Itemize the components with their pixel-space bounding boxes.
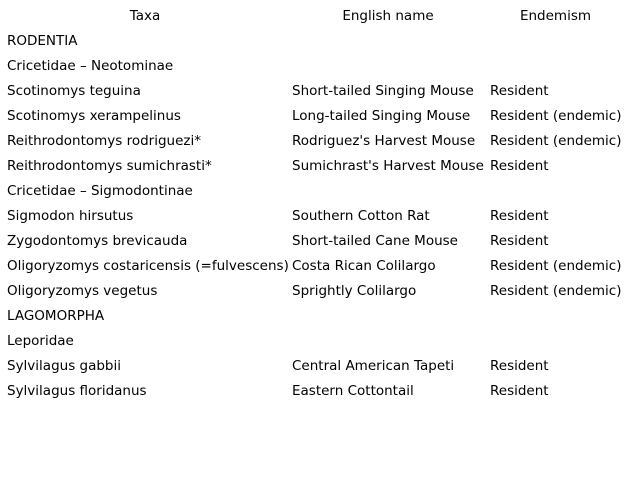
english-name: Eastern Cottontail bbox=[292, 383, 414, 399]
taxon-name: Sigmodon hirsutus bbox=[7, 208, 134, 224]
table-header bbox=[0, 4, 625, 29]
endemism-status: Resident (endemic) bbox=[490, 133, 622, 149]
taxon-name: Reithrodontomys sumichrasti* bbox=[7, 158, 212, 174]
english-name: Sprightly Colilargo bbox=[292, 283, 417, 299]
endemism-status: Resident (endemic) bbox=[490, 283, 622, 299]
taxon-name: Scotinomys xerampelinus bbox=[7, 108, 181, 124]
table-row bbox=[0, 354, 625, 379]
header-endemism: Endemism bbox=[519, 8, 592, 24]
table-row bbox=[0, 54, 625, 79]
endemism-status: Resident bbox=[490, 383, 549, 399]
taxon-name: LAGOMORPHA bbox=[7, 308, 105, 324]
english-name: Costa Rican Colilargo bbox=[292, 258, 436, 274]
taxon-name: Oligoryzomys vegetus bbox=[7, 283, 158, 299]
table-row bbox=[0, 379, 625, 404]
taxon-name: Reithrodontomys rodriguezi* bbox=[7, 133, 201, 149]
english-name: Southern Cotton Rat bbox=[292, 208, 430, 224]
taxon-name: Leporidae bbox=[7, 333, 74, 349]
table-row bbox=[0, 79, 625, 104]
taxon-name: Sylvilagus gabbii bbox=[7, 358, 122, 374]
table-row bbox=[0, 29, 625, 54]
taxon-name: Cricetidae – Neotominae bbox=[7, 58, 174, 74]
english-name: Short-tailed Singing Mouse bbox=[292, 83, 474, 99]
endemism-status: Resident bbox=[490, 208, 549, 224]
endemism-status: Resident (endemic) bbox=[490, 258, 622, 274]
table-row bbox=[0, 329, 625, 354]
table-row bbox=[0, 129, 625, 154]
table-row bbox=[0, 254, 625, 279]
taxon-name: Zygodontomys brevicauda bbox=[7, 233, 188, 249]
table-row bbox=[0, 204, 625, 229]
endemism-status: Resident (endemic) bbox=[490, 108, 622, 124]
header-taxa: Taxa bbox=[129, 8, 161, 24]
taxon-name: Sylvilagus floridanus bbox=[7, 383, 147, 399]
table-row bbox=[0, 104, 625, 129]
english-name: Central American Tapeti bbox=[292, 358, 455, 374]
header-english-name: English name bbox=[342, 8, 434, 24]
endemism-status: Resident bbox=[490, 83, 549, 99]
endemism-status: Resident bbox=[490, 233, 549, 249]
english-name: Short-tailed Cane Mouse bbox=[292, 233, 458, 249]
english-name: Long-tailed Singing Mouse bbox=[292, 108, 471, 124]
taxon-name: Scotinomys teguina bbox=[7, 83, 141, 99]
endemism-status: Resident bbox=[490, 358, 549, 374]
table-row bbox=[0, 279, 625, 304]
english-name: Rodriguez's Harvest Mouse bbox=[292, 133, 476, 149]
taxon-name: Cricetidae – Sigmodontinae bbox=[7, 183, 193, 199]
table-row bbox=[0, 179, 625, 204]
table-row bbox=[0, 154, 625, 179]
endemism-status: Resident bbox=[490, 158, 549, 174]
taxon-name: Oligoryzomys costaricensis (=fulvescens) bbox=[7, 258, 289, 274]
table-row bbox=[0, 304, 625, 329]
table-row bbox=[0, 229, 625, 254]
taxon-name: RODENTIA bbox=[7, 33, 78, 49]
english-name: Sumichrast's Harvest Mouse bbox=[292, 158, 484, 174]
